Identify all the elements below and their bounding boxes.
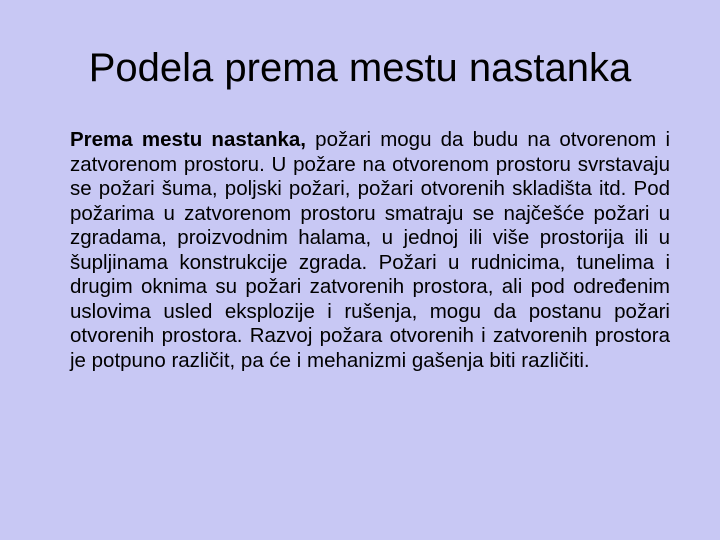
body-lead-text: Prema mestu nastanka, bbox=[70, 128, 306, 151]
body-text: požari mogu da budu na otvorenom i zatvorenom prostoru. U požare na otvorenom prostoru svrstavaju se požari šuma, poljski požari, požari otvorenih skladišta itd. Pod požarima u zatvorenom prostoru smatraju se najčešće požari u zgradama, proizvodnim halama, u jednoj ili više prostorija ili u šupljinama konstrukcije zgrada. Požari u rudnicima, tunelima i drugim oknima su požari zatvorenih prostora, ali pod određenim uslovima usled eksplozije i rušenja, mogu da postanu požari otvorenih prostora. Razvoj požara otvorenih i zatvorenih prostora je potpuno različit, pa će i mehanizmi gašenja biti različiti. bbox=[70, 128, 670, 372]
slide-title: Podela prema mestu nastanka bbox=[88, 46, 632, 90]
slide-body-paragraph bbox=[70, 128, 670, 373]
